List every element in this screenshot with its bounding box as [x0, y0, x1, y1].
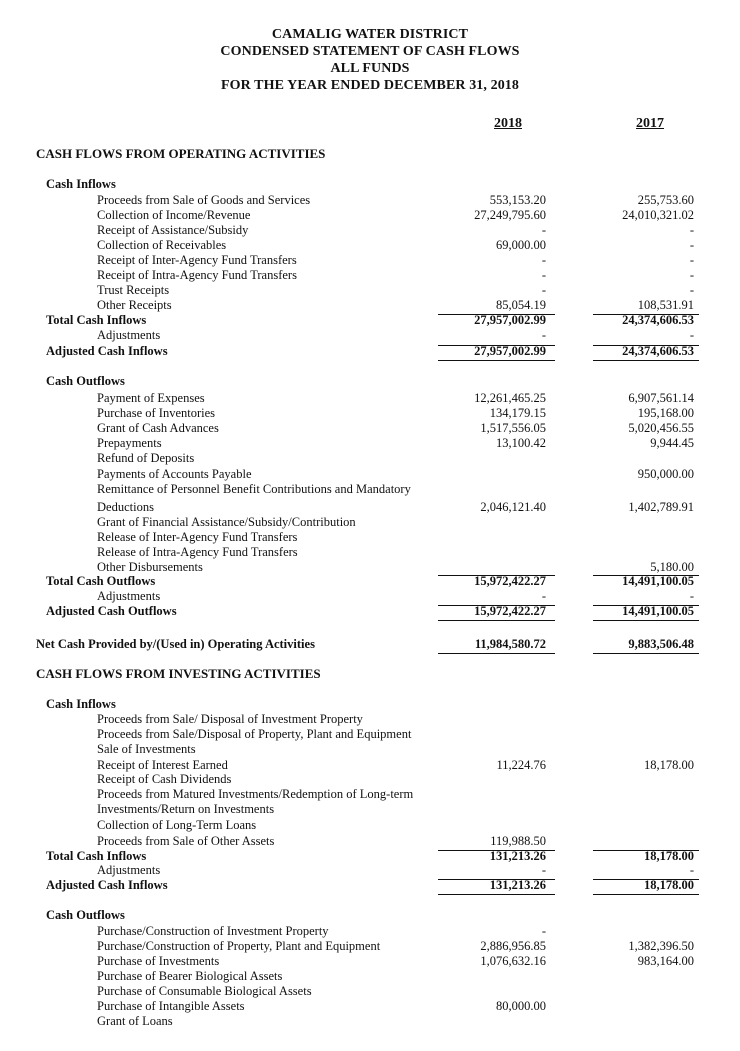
statement-row	[0, 999, 740, 1014]
value-2018: 27,249,795.60	[474, 208, 546, 222]
row-label: Total Cash Inflows	[46, 849, 147, 863]
row-label: Sale of Investments	[97, 742, 196, 756]
value-2018: -	[541, 589, 546, 603]
value-2018: 13,100.42	[496, 436, 546, 450]
statement-row	[0, 589, 740, 604]
row-label: Purchase of Intangible Assets	[97, 999, 245, 1013]
statement-row	[0, 969, 740, 984]
total-rule	[438, 850, 555, 851]
total-rule	[438, 314, 555, 315]
value-2018: 1,076,632.16	[480, 954, 546, 968]
value-2018: 553,153.20	[489, 193, 546, 207]
value-2017: -	[689, 863, 694, 877]
title-line-2: CONDENSED STATEMENT OF CASH FLOWS	[220, 44, 520, 59]
statement-row	[0, 391, 740, 406]
row-label: Collection of Receivables	[97, 238, 227, 252]
row-label: Receipt of Cash Dividends	[97, 772, 232, 786]
row-label: Remittance of Personnel Benefit Contributions and Mandatory	[97, 482, 411, 496]
value-2017: 9,883,506.48	[628, 637, 694, 651]
row-label: Cash Outflows	[46, 374, 125, 388]
value-2017: 5,180.00	[650, 560, 694, 574]
row-label: CASH FLOWS FROM INVESTING ACTIVITIES	[36, 666, 321, 681]
total-rule	[438, 620, 555, 621]
statement-row	[0, 1014, 740, 1029]
statement-row	[0, 818, 740, 833]
row-label: Grant of Financial Assistance/Subsidy/Contribution	[97, 515, 356, 529]
statement-row	[0, 482, 740, 497]
value-2017: 9,944.45	[650, 436, 694, 450]
statement-row	[0, 545, 740, 560]
statement-row	[0, 727, 740, 742]
value-2017: -	[689, 328, 694, 342]
value-2017: 18,178.00	[644, 878, 694, 892]
statement-row	[0, 193, 740, 208]
row-label: Receipt of Intra-Agency Fund Transfers	[97, 268, 297, 282]
value-2017: 18,178.00	[644, 758, 694, 772]
statement-row	[0, 787, 740, 802]
value-2017: -	[689, 223, 694, 237]
row-label: Adjusted Cash Inflows	[46, 878, 168, 892]
value-2017: 24,374,606.53	[622, 344, 694, 358]
value-2017: 195,168.00	[637, 406, 694, 420]
statement-row	[0, 574, 740, 589]
statement-row	[0, 436, 740, 451]
value-2018: 15,972,422.27	[474, 604, 546, 618]
row-label: Proceeds from Matured Investments/Redemption of Long-term	[97, 787, 414, 801]
statement-row	[0, 666, 740, 681]
row-label: Other Disbursements	[97, 560, 203, 574]
row-label: Adjustments	[97, 328, 161, 342]
row-label: Adjusted Cash Inflows	[46, 344, 168, 358]
value-2018: -	[541, 328, 546, 342]
value-2018: 131,213.26	[489, 849, 546, 863]
statement-row	[0, 421, 740, 436]
row-label: Payments of Accounts Payable	[97, 467, 252, 481]
total-rule	[593, 605, 699, 606]
value-2018: -	[541, 924, 546, 938]
row-label: Proceeds from Sale of Other Assets	[97, 834, 275, 848]
value-2018: 27,957,002.99	[474, 313, 546, 327]
statement-row	[0, 863, 740, 878]
statement-row	[0, 560, 740, 575]
value-2018: 11,984,580.72	[474, 637, 546, 651]
row-label: Other Receipts	[97, 298, 172, 312]
total-rule	[438, 879, 555, 880]
statement-row	[0, 146, 740, 161]
row-label: Receipt of Assistance/Subsidy	[97, 223, 249, 237]
statement-row	[0, 604, 740, 619]
row-label: Adjustments	[97, 589, 161, 603]
row-label: Proceeds from Sale/Disposal of Property, Plant and Equipment	[97, 727, 412, 741]
row-label: Purchase of Consumable Biological Assets	[97, 984, 312, 998]
statement-row	[0, 697, 740, 712]
statement-row	[0, 802, 740, 817]
total-rule	[438, 894, 555, 895]
row-label: Investments/Return on Investments	[97, 802, 275, 816]
value-2018: 15,972,422.27	[474, 574, 546, 588]
value-2017: 24,374,606.53	[622, 313, 694, 327]
statement-row	[0, 712, 740, 727]
value-2017: -	[689, 238, 694, 252]
value-2017: 6,907,561.14	[628, 391, 694, 405]
row-label: Refund of Deposits	[97, 451, 195, 465]
statement-row	[0, 530, 740, 545]
value-2018: 80,000.00	[496, 999, 546, 1013]
statement-row	[0, 924, 740, 939]
row-label: Purchase of Inventories	[97, 406, 216, 420]
total-rule	[593, 653, 699, 654]
row-label: Purchase/Construction of Investment Property	[97, 924, 329, 938]
statement-row	[0, 742, 740, 757]
row-label: Adjusted Cash Outflows	[46, 604, 177, 618]
row-label: Receipt of Interest Earned	[97, 758, 228, 772]
row-label: Net Cash Provided by/(Used in) Operating Activities	[36, 637, 315, 651]
statement-row	[0, 208, 740, 223]
value-2017: 950,000.00	[637, 467, 694, 481]
title-line-1: CAMALIG WATER DISTRICT	[271, 27, 469, 42]
row-label: CASH FLOWS FROM OPERATING ACTIVITIES	[36, 146, 326, 161]
value-2018: 85,054.19	[496, 298, 546, 312]
statement-row	[0, 268, 740, 283]
statement-row	[0, 637, 740, 652]
statement-row	[0, 467, 740, 482]
statement-row	[0, 758, 740, 773]
row-label: Total Cash Inflows	[46, 313, 147, 327]
statement-row	[0, 908, 740, 923]
statement-row	[0, 223, 740, 238]
total-rule	[438, 605, 555, 606]
value-2018: 12,261,465.25	[474, 391, 546, 405]
total-rule	[593, 879, 699, 880]
statement-row	[0, 849, 740, 864]
value-2018: -	[541, 223, 546, 237]
value-2018: 27,957,002.99	[474, 344, 546, 358]
row-label: Payment of Expenses	[97, 391, 205, 405]
statement-row	[0, 939, 740, 954]
total-rule	[593, 345, 699, 346]
value-2018: 134,179.15	[489, 406, 546, 420]
statement-header	[0, 26, 740, 94]
row-label: Cash Inflows	[46, 177, 116, 191]
row-label: Grant of Cash Advances	[97, 421, 219, 435]
row-label: Collection of Income/Revenue	[97, 208, 251, 222]
value-2017: 5,020,456.55	[628, 421, 694, 435]
value-2018: -	[541, 863, 546, 877]
value-2018: 11,224.76	[496, 758, 546, 772]
statement-row	[0, 451, 740, 466]
value-2017: 108,531.91	[637, 298, 694, 312]
total-rule	[438, 360, 555, 361]
row-label: Receipt of Inter-Agency Fund Transfers	[97, 253, 297, 267]
value-2017: 14,491,100.05	[622, 574, 694, 588]
statement-row	[0, 984, 740, 999]
value-2018: -	[541, 268, 546, 282]
row-label: Purchase/Construction of Property, Plant and Equipment	[97, 939, 381, 953]
value-2017: 983,164.00	[637, 954, 694, 968]
value-2017: 18,178.00	[644, 849, 694, 863]
statement-row	[0, 344, 740, 359]
value-2018: 2,886,956.85	[480, 939, 546, 953]
total-rule	[438, 575, 555, 576]
total-rule	[593, 620, 699, 621]
value-2018: -	[541, 283, 546, 297]
total-rule	[438, 653, 555, 654]
statement-row	[0, 328, 740, 343]
value-2017: 14,491,100.05	[622, 604, 694, 618]
statement-row	[0, 515, 740, 530]
statement-row	[0, 954, 740, 969]
value-2017: -	[689, 268, 694, 282]
value-2018: 2,046,121.40	[480, 500, 546, 514]
statement-row	[0, 177, 740, 192]
total-rule	[593, 314, 699, 315]
value-2017: 1,402,789.91	[628, 500, 694, 514]
row-label: Proceeds from Sale of Goods and Services	[97, 193, 311, 207]
row-label: Adjustments	[97, 863, 161, 877]
total-rule	[593, 360, 699, 361]
row-label: Proceeds from Sale/ Disposal of Investment Property	[97, 712, 363, 726]
row-label: Trust Receipts	[97, 283, 170, 297]
value-2017: 1,382,396.50	[628, 939, 694, 953]
value-2018: 1,517,556.05	[480, 421, 546, 435]
row-label: Deductions	[97, 500, 154, 514]
value-2018: 119,988.50	[490, 834, 546, 848]
value-2018: 69,000.00	[496, 238, 546, 252]
title-line-4: FOR THE YEAR ENDED DECEMBER 31, 2018	[220, 78, 520, 93]
statement-row	[0, 834, 740, 849]
value-2017: -	[689, 283, 694, 297]
statement-row	[0, 298, 740, 313]
statement-row	[0, 500, 740, 515]
row-label: Purchase of Bearer Biological Assets	[97, 969, 283, 983]
value-2017: -	[689, 589, 694, 603]
total-rule	[593, 575, 699, 576]
statement-row	[0, 253, 740, 268]
value-2017: -	[689, 253, 694, 267]
row-label: Total Cash Outflows	[46, 574, 156, 588]
statement-row	[0, 406, 740, 421]
value-2018: 131,213.26	[489, 878, 546, 892]
statement-row	[0, 313, 740, 328]
statement-row	[0, 374, 740, 389]
statement-row	[0, 772, 740, 787]
statement-row	[0, 283, 740, 298]
title-line-3: ALL FUNDS	[330, 61, 410, 76]
year-column-2018: 2018	[494, 116, 522, 131]
value-2017: 24,010,321.02	[622, 208, 694, 222]
row-label: Cash Inflows	[46, 697, 116, 711]
total-rule	[438, 345, 555, 346]
row-label: Collection of Long-Term Loans	[97, 818, 257, 832]
total-rule	[593, 850, 699, 851]
row-label: Purchase of Investments	[97, 954, 220, 968]
statement-row	[0, 238, 740, 253]
value-2017: 255,753.60	[637, 193, 694, 207]
value-2018: -	[541, 253, 546, 267]
row-label: Release of Inter-Agency Fund Transfers	[97, 530, 298, 544]
row-label: Grant of Loans	[97, 1014, 173, 1028]
year-column-2017: 2017	[636, 116, 664, 131]
row-label: Release of Intra-Agency Fund Transfers	[97, 545, 298, 559]
total-rule	[593, 894, 699, 895]
statement-row	[0, 878, 740, 893]
row-label: Cash Outflows	[46, 908, 125, 922]
row-label: Prepayments	[97, 436, 162, 450]
